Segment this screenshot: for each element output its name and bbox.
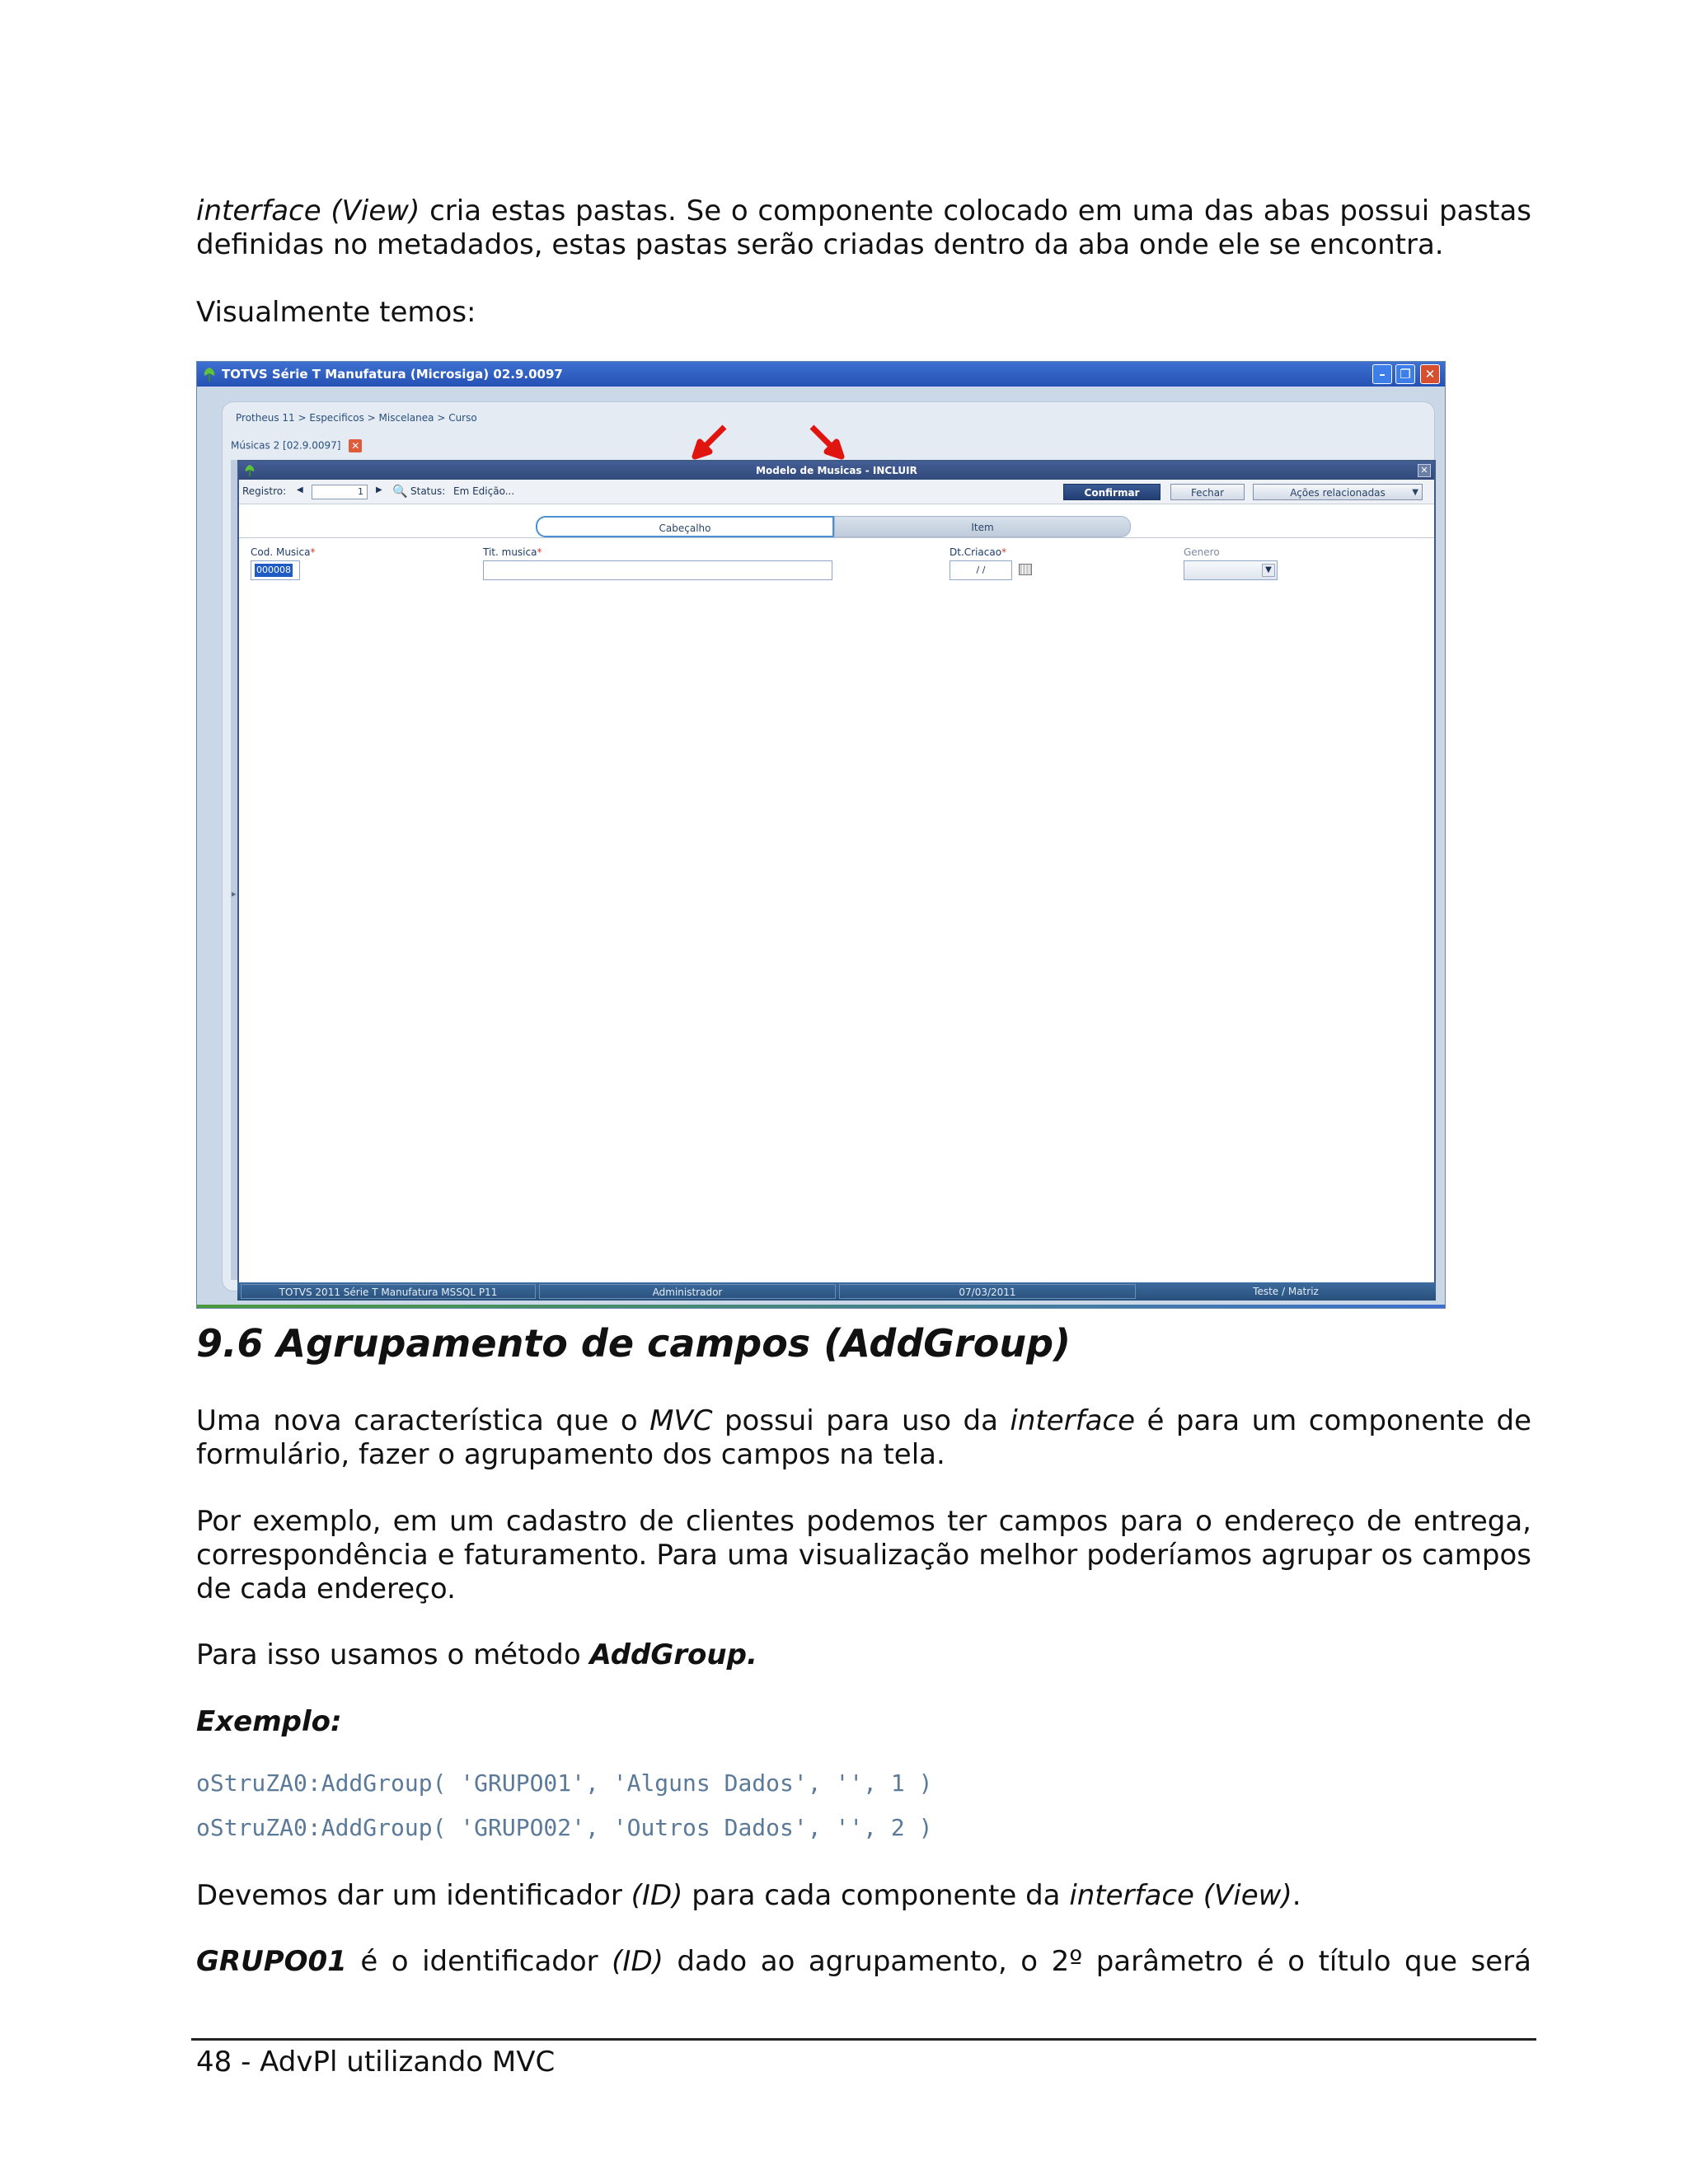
intro-line-2: definidas no metadados, estas pastas serão criadas dentro da aba onde ele se encontra. [196,228,1444,261]
breadcrumb[interactable]: Protheus 11 > Especificos > Miscelanea > Curso [236,412,477,424]
restore-icon[interactable]: ❐ [1395,364,1415,384]
example-label: Exemplo: [196,1705,342,1738]
registro-label: Registro: [242,485,287,497]
related-actions-label: Ações relacionadas [1290,487,1386,499]
search-icon[interactable]: 🔍 [392,484,408,499]
expand-arrow-icon[interactable]: ▸ [232,888,237,899]
section-heading: 9.6 Agrupamento de campos (AddGroup) [196,1321,1071,1366]
close-tab-icon[interactable]: ✕ [349,439,362,452]
paragraph-clients-line-1: Por exemplo, em um cadastro de clientes podemos ter campos para o endereço de entrega, [196,1505,1531,1538]
window-title: TOTVS Série T Manufatura (Microsiga) 02.9.0097 [222,367,563,382]
genero-label: Genero [1184,546,1220,558]
paragraph-grupo01 [196,1945,1531,1979]
intro-italic: interface (View) [196,194,420,227]
red-arrow-right-icon [809,424,845,460]
paragraph-grupo01-line: GRUPO01 é o identificador (ID) dado ao agrupamento, o 2º parâmetro é o título que será [196,1945,1532,1978]
tab-divider [239,537,1434,538]
dt-criacao-label: Dt.Criacao* [950,546,1007,558]
paragraph-clients-line-2: correspondência e faturamento. Para uma visualização melhor poderíamos agrupar os campos [196,1539,1531,1572]
dialog-toolbar [239,480,1434,504]
tab-musicas[interactable] [231,439,362,452]
intro-paragraph [196,194,1531,262]
folder-tabs [536,516,1129,537]
status-date: 07/03/2011 [839,1284,1136,1299]
paragraph-example-clients [196,1505,1531,1606]
dialog-close-icon[interactable]: ✕ [1418,464,1431,477]
chevron-down-icon: ▼ [1412,488,1418,497]
app-shell [222,401,1435,1298]
status-user: Administrador [539,1284,836,1299]
genero-select[interactable] [1184,560,1278,580]
music-model-dialog [237,460,1436,1284]
status-branch: Teste / Matriz [1253,1286,1319,1297]
intro-line-1 [196,194,1531,228]
tab-musicas-label: Músicas 2 [02.9.0097] [231,439,341,452]
dropdown-arrow-icon: ▼ [1262,564,1275,577]
app-screenshot [196,361,1446,1309]
cod-musica-label: Cod. Musica* [251,546,316,558]
status-label: Status: [410,485,446,497]
status-bar [237,1282,1436,1301]
status-value: Em Edição... [453,485,515,497]
paragraph-mvc [196,1404,1531,1472]
dt-criacao-input[interactable]: / / [950,560,1012,580]
screenshot-bottom-accent [197,1305,1445,1308]
related-actions-button[interactable] [1253,484,1423,500]
minimize-icon[interactable]: – [1372,364,1392,384]
code-line-1: oStruZA0:AddGroup( 'GRUPO01', 'Alguns Dados', '', 1 ) [196,1769,933,1797]
cod-musica-input[interactable]: 000008 [251,560,300,580]
calendar-icon[interactable] [1019,564,1032,575]
paragraph-identifier: Devemos dar um identificador (ID) para cada componente da interface (View). [196,1879,1301,1912]
page-footer: 48 - AdvPl utilizando MVC [196,2046,556,2079]
totvs-logo-icon [202,366,217,382]
dialog-title: Modelo de Musicas - INCLUIR [756,465,917,476]
status-product: TOTVS 2011 Série T Manufatura MSSQL P11 [241,1284,536,1299]
tit-musica-input[interactable] [483,560,832,580]
dialog-logo-icon [244,464,256,477]
registro-input[interactable]: 1 [312,485,368,499]
tab-item[interactable]: Item [834,516,1131,537]
visually-text: Visualmente temos: [196,296,476,329]
tit-musica-label: Tit. musica* [483,546,542,558]
next-record-icon[interactable]: ▶ [376,485,382,494]
prev-record-icon[interactable]: ◀ [297,485,303,494]
close-button[interactable]: Fechar [1170,484,1245,500]
confirm-button[interactable]: Confirmar [1063,484,1160,500]
paragraph-mvc-line-2: formulário, fazer o agrupamento dos campos na tela. [196,1438,945,1471]
tab-cabecalho[interactable]: Cabeçalho [536,516,834,537]
code-line-2: oStruZA0:AddGroup( 'GRUPO02', 'Outros Dados', '', 2 ) [196,1814,933,1841]
paragraph-method: Para isso usamos o método AddGroup. [196,1638,757,1671]
footer-divider [191,2038,1536,2041]
dialog-header [239,462,1434,480]
red-arrow-left-icon [692,424,728,460]
intro-rest: cria estas pastas. Se o componente colocado em uma das abas possui pastas [420,194,1531,227]
paragraph-mvc-line-1: Uma nova característica que o MVC possui para uso da interface é para um componente de [196,1404,1532,1437]
paragraph-clients-line-3: de cada endereço. [196,1572,456,1605]
window-titlebar [197,362,1445,387]
close-icon[interactable]: ✕ [1420,364,1440,384]
